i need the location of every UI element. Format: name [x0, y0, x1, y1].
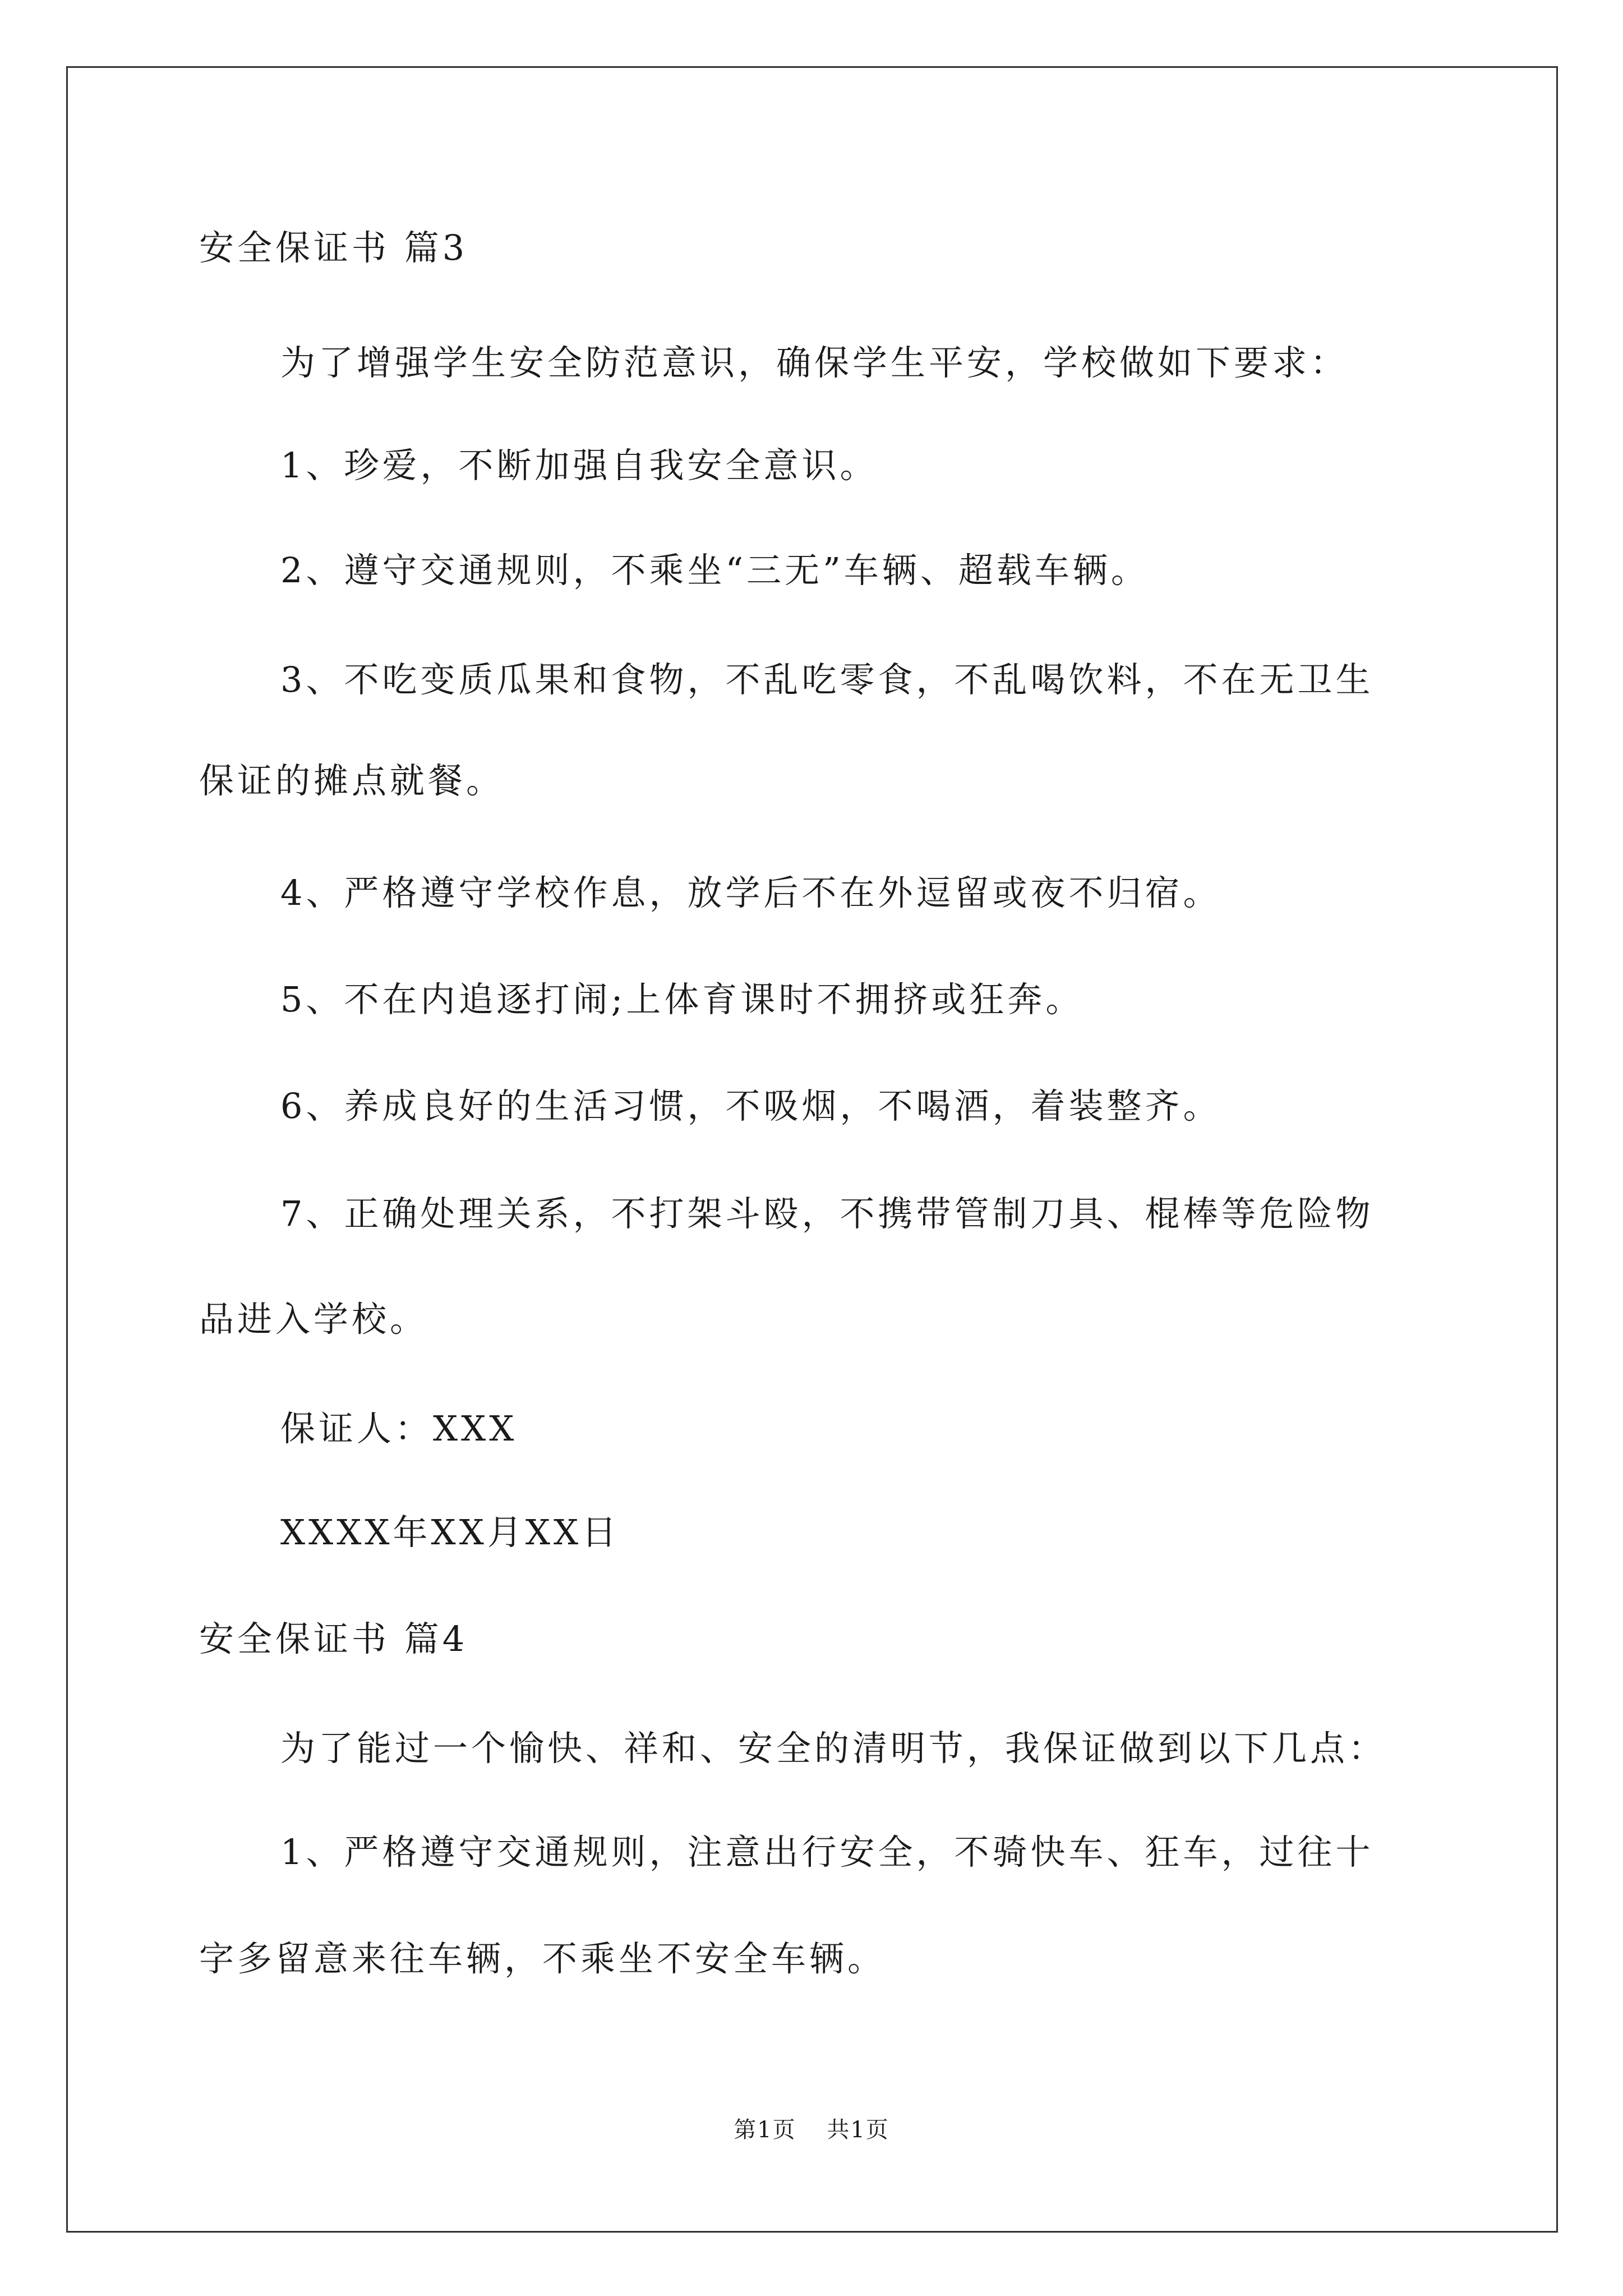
section-3-title: 安全保证书 篇3 [199, 227, 468, 268]
date-line: XXXX年XX月XX日 [280, 1512, 620, 1553]
page-number: 第1页 [734, 2117, 796, 2143]
section-4-title: 安全保证书 篇4 [199, 1618, 468, 1659]
section-3-item-6: 6、养成良好的生活习惯，不吸烟，不喝酒，着装整齐。 [280, 1085, 1221, 1126]
section-3-item-3-line-2: 保证的摊点就餐。 [199, 760, 505, 801]
page-footer [0, 2113, 1623, 2147]
section-3-item-5: 5、不在内追逐打闹;上体育课时不拥挤或狂奔。 [280, 979, 1084, 1020]
section-3-item-7-line-2: 品进入学校。 [199, 1299, 428, 1340]
section-3-item-1: 1、珍爱，不断加强自我安全意识。 [280, 445, 878, 486]
page-border [66, 66, 1558, 2233]
section-4-intro: 为了能过一个愉快、祥和、安全的清明节，我保证做到以下几点： [280, 1728, 1387, 1769]
section-4-item-1-line-1: 1、严格遵守交通规则，注意出行安全，不骑快车、狂车，过往十 [280, 1832, 1374, 1872]
guarantor-line: 保证人：XXX [280, 1408, 518, 1449]
section-3-item-3-line-1: 3、不吃变质瓜果和食物，不乱吃零食，不乱喝饮料，不在无卫生 [280, 659, 1374, 700]
section-4-item-1-line-2: 字多留意来往车辆，不乘坐不安全车辆。 [199, 1938, 886, 1979]
page-total: 共1页 [827, 2117, 889, 2143]
section-3-item-7-line-1: 7、正确处理关系，不打架斗殴，不携带管制刀具、棍棒等危险物 [280, 1193, 1374, 1234]
section-3-intro: 为了增强学生安全防范意识，确保学生平安，学校做如下要求： [280, 342, 1349, 383]
section-3-item-4: 4、严格遵守学校作息，放学后不在外逗留或夜不归宿。 [280, 872, 1221, 913]
section-3-item-2: 2、遵守交通规则，不乘坐“三无”车辆、超载车辆。 [280, 550, 1149, 591]
